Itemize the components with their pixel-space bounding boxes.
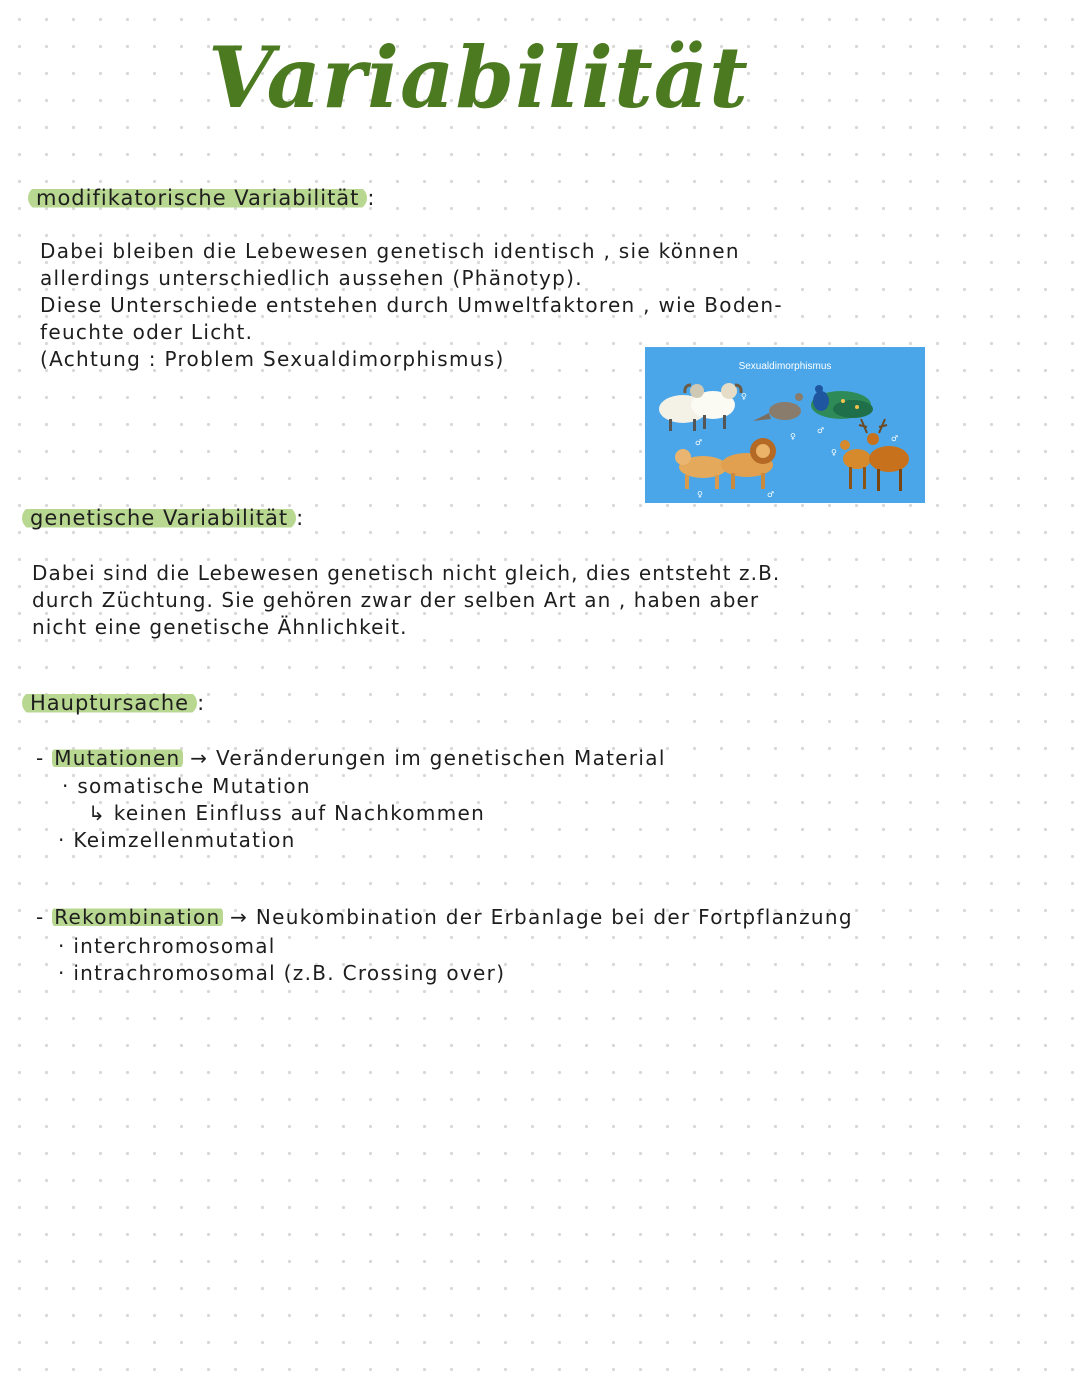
sheep-icon xyxy=(659,383,741,431)
heading-highlight: Hauptursache xyxy=(22,691,197,715)
section-heading-modifikatorisch xyxy=(28,186,376,211)
female-symbol: ♀ xyxy=(697,490,703,499)
list-dash: - xyxy=(36,746,45,770)
rekombination-definition: Neukombination der Erbanlage bei der Fortpflanzung xyxy=(255,905,853,929)
female-symbol: ♀ xyxy=(790,432,796,441)
section-heading-genetisch xyxy=(22,506,304,531)
male-symbol: ♂ xyxy=(695,438,703,447)
section-heading-hauptursache xyxy=(22,691,205,716)
paragraph-line: Dabei sind die Lebewesen genetisch nicht gleich, dies entsteht z.B. xyxy=(32,561,781,585)
rekombination-line xyxy=(36,905,853,929)
male-symbol: ♂ xyxy=(767,490,775,499)
rekombination-sub-intra: · intrachromosomal (z.B. Crossing over) xyxy=(58,961,506,985)
heading-colon: : xyxy=(197,691,206,715)
mutation-definition: Veränderungen im genetischen Material xyxy=(215,746,666,770)
female-symbol: ♀ xyxy=(741,392,747,401)
mutation-term: Mutationen xyxy=(54,746,181,770)
animals-illustration xyxy=(645,347,925,503)
arrow: → xyxy=(190,746,209,770)
rekombination-sub-inter: · interchromosomal xyxy=(58,934,276,958)
heading-highlight: genetische Variabilität xyxy=(22,506,296,530)
paragraph-line: durch Züchtung. Sie gehören zwar der selben Art an , haben aber xyxy=(32,588,760,612)
mutation-line xyxy=(36,746,666,770)
paragraph-line: nicht eine genetische Ähnlichkeit. xyxy=(32,615,408,639)
lion-icon xyxy=(675,438,776,489)
heading-colon: : xyxy=(367,186,376,210)
paragraph-line: (Achtung : Problem Sexualdimorphismus) xyxy=(40,347,505,371)
rekombination-term: Rekombination xyxy=(54,905,221,929)
sexualdimorphismus-figure xyxy=(645,347,925,503)
paragraph-line: feuchte oder Licht. xyxy=(40,320,254,344)
figure-caption: Sexualdimorphismus xyxy=(738,361,832,372)
deer-icon xyxy=(840,419,909,491)
male-symbol: ♂ xyxy=(891,434,899,443)
mutation-sub-keimzelle: · Keimzellenmutation xyxy=(58,828,296,852)
mutation-sub-note: ↳ keinen Einfluss auf Nachkommen xyxy=(88,801,486,825)
page-title: Variabilität xyxy=(208,28,749,127)
list-dash: - xyxy=(36,905,45,929)
mutation-sub-somatic: · somatische Mutation xyxy=(62,774,311,798)
female-symbol: ♀ xyxy=(831,448,837,457)
arrow: → xyxy=(230,905,249,929)
paragraph-line: Diese Unterschiede entstehen durch Umweltfaktoren , wie Boden- xyxy=(40,293,783,317)
heading-highlight: modifikatorische Variabilität xyxy=(28,186,367,210)
paragraph-line: Dabei bleiben die Lebewesen genetisch identisch , sie können xyxy=(40,239,740,263)
heading-colon: : xyxy=(296,506,305,530)
male-symbol: ♂ xyxy=(817,426,825,435)
paragraph-genetisch xyxy=(32,560,780,641)
peacock-icon xyxy=(753,385,873,421)
paragraph-line: allerdings unterschiedlich aussehen (Phänotyp). xyxy=(40,266,583,290)
